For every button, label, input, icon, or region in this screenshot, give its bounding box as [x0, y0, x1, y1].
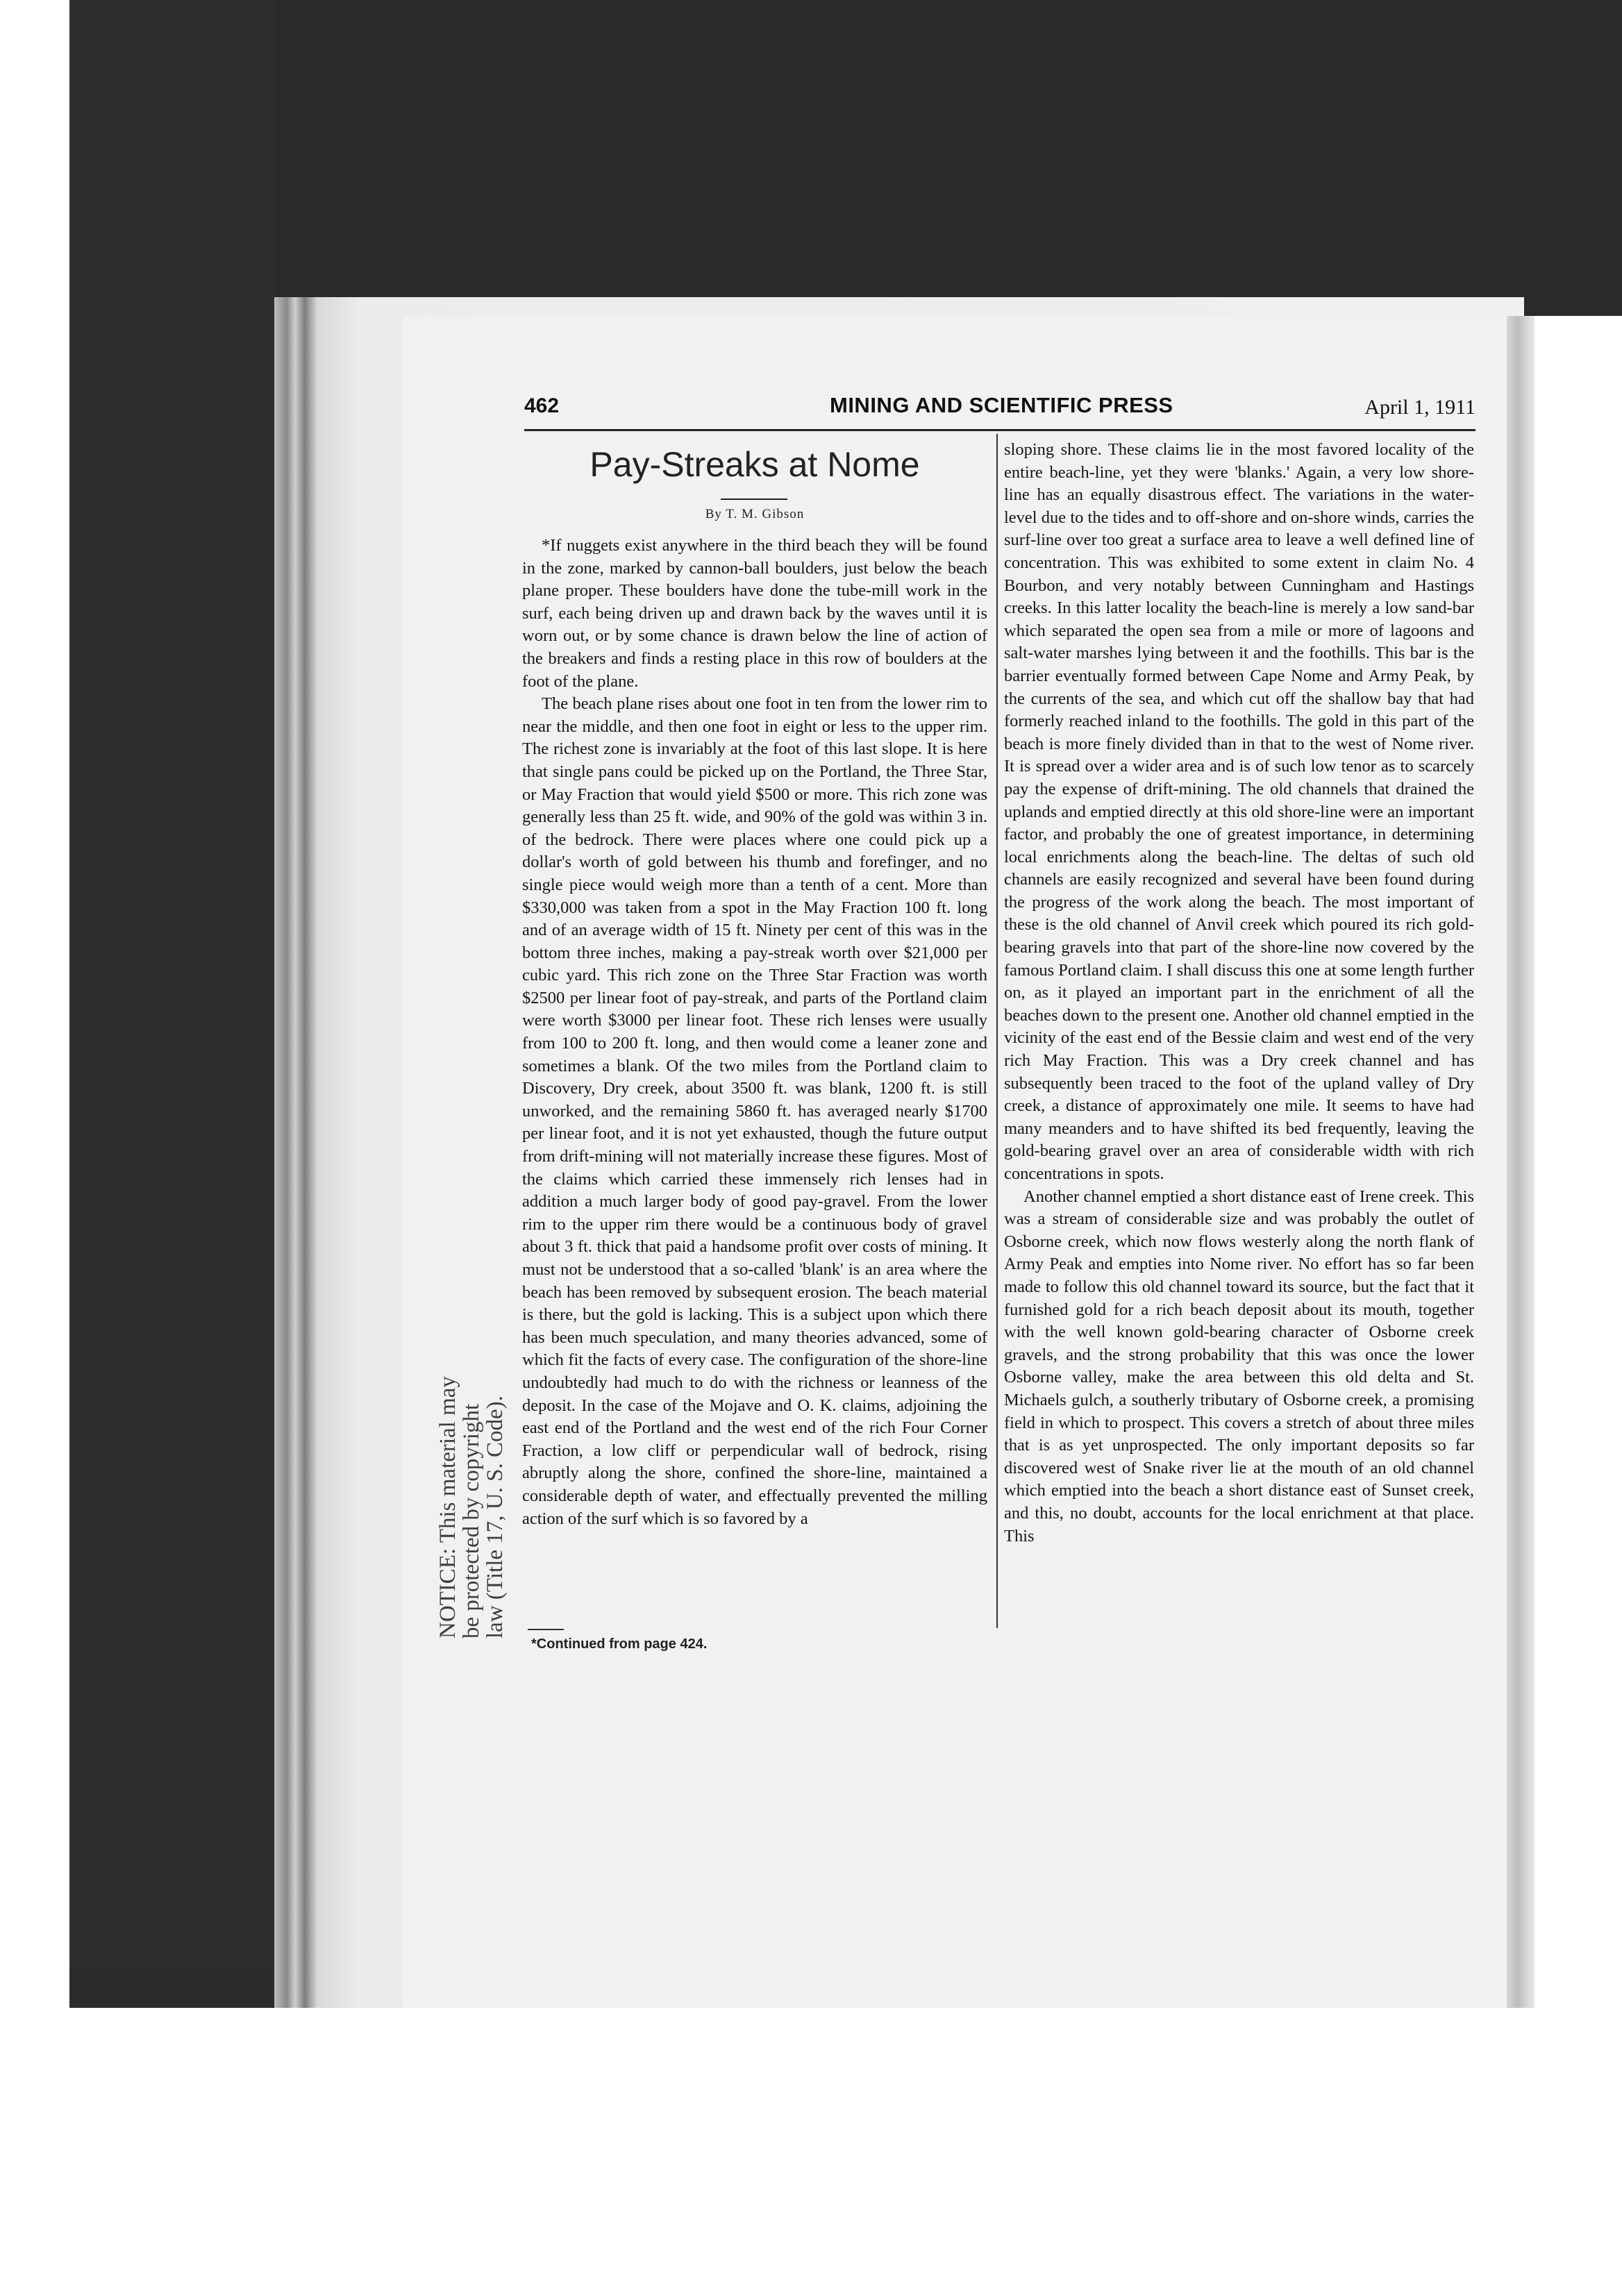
issue-date: April 1, 1911: [1364, 396, 1475, 419]
page-header: [524, 389, 1475, 431]
footnote: *Continued from page 424.: [531, 1636, 708, 1652]
scan-background-top: [69, 0, 1622, 316]
scan-background-left: [69, 0, 274, 2008]
page-number: 462: [524, 394, 560, 417]
copyright-notice-stamp: [436, 1376, 507, 1639]
column-divider: [996, 434, 998, 1628]
paper-edge: [1507, 316, 1535, 2008]
notice-line: law (Title 17, U. S. Code).: [483, 1396, 508, 1639]
publication-name: MINING AND SCIENTIFIC PRESS: [830, 393, 1173, 417]
paragraph: sloping shore. These claims lie in the most favored locality of the entire beach-line, yet they were 'blanks.' Again, a very low shore-line has an equally disastrous effect. The variations in the water-level due to the tides and to off-shore and on-shore winds, carries the surf-line over too great a surface area to leave a well defined line of concentration. This was exhibited to some extent in claim No. 4 Bourbon, and very notably between Cunningham and Hastings creeks. In this latter locality the beach-line is merely a low sand-bar which separated the open sea from a mile or more of lagoons and salt-water marshes lying between it and the foothills. This bar is the barrier eventually formed between Cape Nome and Army Peak, by the currents of the sea, and which cut off the shallow bay that had formerly reached inland to the foothills. The gold in this part of the beach is more finely divided than in that to the west of Nome river. It is spread over a wider area and is of such low tenor as to scarcely pay the expense of drift-mining. The old channels that drained the uplands and emptied directly at this old shore-line were an important factor, and probably the one of greatest importance, in determining local enrichments along the beach-line. The deltas of such old channels are easily recognized and several have been found during the progress of the work along the beach. The most important of these is the old channel of Anvil creek which poured its rich gold-bearing gravels into that part of the shore-line now covered by the famous Portland claim. I shall discuss this one at some length further on, as it played an important part in the enrichment of all the beaches down to the present one. Another old channel emptied in the vicinity of the east end of the Bessie claim and west end of the very rich May Fraction. This was a Dry creek channel and has subsequently been traced to the foot of the upland valley of Dry creek, a distance of approximately one mile. It seems to have had many meanders and to have shifted its bed frequently, leaving the gold-bearing gravel over an area of considerable width with rich concentrations in spots.: [1004, 440, 1474, 1183]
article-byline: By T. M. Gibson: [705, 507, 805, 521]
footnote-divider: [528, 1629, 564, 1630]
notice-line: be protected by copyright: [459, 1403, 484, 1639]
notice-line: NOTICE: This material may: [435, 1376, 460, 1639]
title-divider: [721, 498, 787, 500]
column-left: [522, 535, 987, 1530]
column-right: [1004, 439, 1474, 1548]
article-title: Pay-Streaks at Nome: [590, 445, 920, 484]
paragraph: Another channel emptied a short distance east of Irene creek. This was a stream of considerable size and was probably the outlet of Osborne creek, which now flows westerly along the north flank of Army Peak and empties into Nome river. No effort has so far been made to follow this old channel toward its source, but the fact that it furnished gold for a rich beach deposit about its mouth, together with the well known gold-bearing character of Osborne creek gravels, and the strong probability that this was once the lower Osborne valley, make the area between this old delta and St. Michaels gulch, a southerly tributary of Osborne creek, a promising field in which to prospect. This covers a stretch of about three miles that is as yet unprospected. The only important deposits so far discovered west of Snake river lie at the mouth of an old channel which emptied into the beach a short distance east of Sunset creek, and this, no doubt, accounts for the local enrichment at that place. This: [1004, 1187, 1474, 1545]
paragraph: The beach plane rises about one foot in ten from the lower rim to near the middle, and then one foot in eight or less to the upper rim. The richest zone is invariably at the foot of this last slope. It is here that single pans could be picked up on the Portland, the Three Star, or May Fraction that would yield $500 or more. This rich zone was generally less than 25 ft. wide, and 90% of the gold was within 3 in. of the bedrock. There were places where one could pick up a dollar's worth of gold between his thumb and forefinger, and no single piece would weigh more than a tenth of a cent. More than $330,000 was taken from a spot in the May Fraction 100 ft. long and of an average width of 15 ft. Ninety per cent of this was in the bottom three inches, making a pay-streak worth over $21,000 per cubic yard. This rich zone on the Three Star Fraction was worth $2500 per linear foot of pay-streak, and parts of the Portland claim were worth $3000 per linear foot. These rich lenses were usually from 100 to 200 ft. long, and then would come a leaner zone and sometimes a blank. Of the two miles from the Portland claim to Discovery, Dry creek, about 3500 ft. was blank, 1200 ft. is still unworked, and the remaining 5860 ft. has averaged nearly $1700 per linear foot, and it is not yet exhausted, though the future output from drift-mining will not materially increase these figures. Most of the claims which carried these immensely rich lenses had in addition a much larger body of good pay-gravel. From the lower rim to the upper rim there would be a continuous body of gravel about 3 ft. thick that paid a handsome profit over costs of mining. It must not be understood that a so-called 'blank' is an area where the beach has been removed by subsequent erosion. The beach material is there, but the gold is lacking. This is a subject upon which there has been much speculation, and many theories advanced, some of which fit the facts of every case. The configuration of the shore-line undoubtedly had much to do with the richness or leanness of the deposit. In the case of the Mojave and O. K. claims, adjoining the east end of the Portland and the west end of the rich Four Corner Fraction, a low cliff or perpendicular wall of bedrock, rising abruptly along the shore, confined the shore-line, maintained a considerable depth of water, and effectually prevented the milling action of the surf which is so favored by a: [522, 694, 987, 1528]
paragraph: *If nuggets exist anywhere in the third beach they will be found in the zone, marked by cannon-ball boulders, just below the beach plane proper. These boulders have done the tube-mill work in the surf, each being driven up and drawn back by the waves until it is worn out, or by some chance is drawn below the line of action of the breakers and finds a resting place in this row of boulders at the foot of the plane.: [522, 536, 987, 691]
